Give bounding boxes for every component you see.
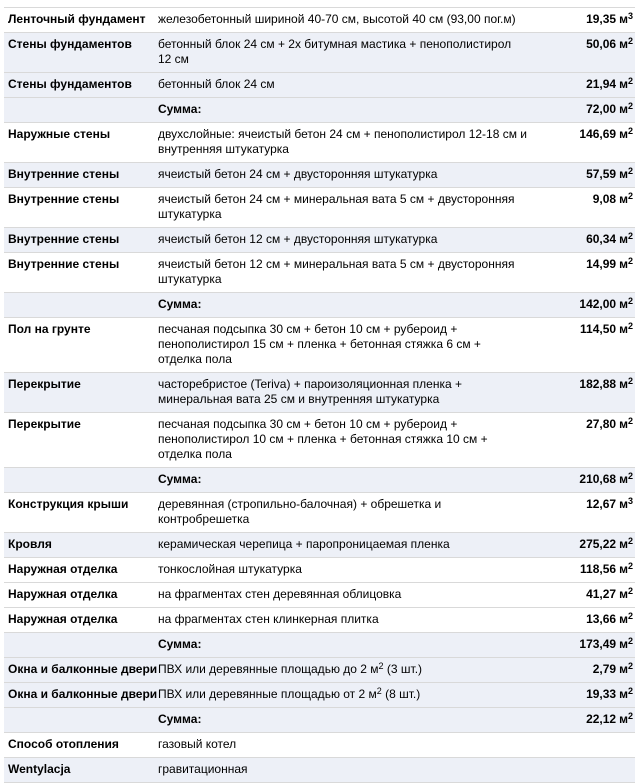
value-unit: м	[619, 37, 628, 51]
value-number: 14,99	[586, 257, 617, 271]
row-label: Ленточный фундамент	[8, 12, 146, 26]
value-unit-superscript: 2	[627, 536, 633, 546]
value-unit: м	[619, 662, 628, 676]
value-number: 41,27	[586, 587, 617, 601]
value-unit: м	[619, 377, 628, 391]
row-value	[561, 637, 633, 652]
row-label: Пол на грунте	[8, 322, 91, 336]
value-number: 19,35	[586, 12, 617, 26]
description-text: газовый котел	[158, 737, 237, 751]
value-number: 114,50	[580, 322, 617, 336]
value-unit: м	[619, 537, 628, 551]
value-unit: м	[619, 257, 628, 271]
description-text: Сумма:	[158, 102, 202, 116]
value-unit-superscript: 2	[627, 166, 633, 176]
value-number: 182,88	[579, 377, 617, 391]
value-unit: м	[619, 232, 628, 246]
value-unit-superscript: 2	[627, 611, 633, 621]
row-description	[158, 562, 561, 577]
value-unit: м	[619, 562, 628, 576]
description-text: ячеистый бетон 24 см + двусторонняя штукатурка	[158, 167, 438, 181]
table-row	[4, 557, 635, 582]
value-unit-superscript: 2	[627, 126, 633, 136]
value-unit: м	[619, 417, 628, 431]
description-text: бетонный блок 24 см	[158, 77, 275, 91]
row-description	[158, 662, 561, 677]
description-superscript: 2	[378, 661, 384, 671]
value-unit: м	[619, 587, 628, 601]
row-description	[158, 167, 561, 182]
row-description	[158, 77, 561, 92]
row-label: Окна и балконные двери	[8, 687, 158, 701]
table-row	[4, 757, 635, 782]
row-sum-label	[158, 472, 561, 487]
value-unit-superscript: 2	[627, 471, 633, 481]
row-description	[158, 687, 561, 702]
row-value	[561, 712, 633, 727]
value-number: 142,00	[579, 297, 617, 311]
table-row	[4, 292, 635, 317]
value-unit-superscript: 2	[627, 101, 633, 111]
row-label: Перекрытие	[8, 377, 81, 391]
row-value	[561, 612, 633, 627]
value-unit: м	[619, 612, 628, 626]
row-description	[158, 417, 561, 462]
row-value	[561, 562, 633, 577]
description-text: бетонный блок 24 см + 2х битумная мастика + пенополистирол 12 см	[158, 37, 512, 66]
table-row	[4, 317, 635, 372]
row-description	[158, 127, 561, 157]
description-text: часторебристое (Teriva) + пароизоляционная пленка + минеральная вата 25 см и внутренняя штукатурка	[158, 377, 462, 406]
row-description	[158, 587, 561, 602]
value-number: 21,94	[586, 77, 617, 91]
description-text: песчаная подсыпка 30 см + бетон 10 см + рубероид + пенополистирол 15 см + пленка + бетонная стяжка 6 см + отделка пола	[158, 322, 481, 366]
row-label: Конструкция крыши	[8, 497, 129, 511]
row-value	[561, 322, 633, 337]
table-row	[4, 7, 635, 32]
description-text-after: (3 шт.)	[383, 662, 423, 676]
value-unit: м	[619, 167, 628, 181]
value-number: 50,06	[586, 37, 617, 51]
row-description	[158, 762, 561, 777]
row-value	[561, 687, 633, 702]
value-unit: м	[619, 77, 628, 91]
value-number: 118,56	[580, 562, 617, 576]
row-value	[561, 37, 633, 52]
value-number: 9,08	[592, 192, 617, 206]
row-description	[158, 257, 561, 287]
value-number: 12,67	[586, 497, 617, 511]
row-sum-label	[158, 712, 561, 727]
description-text: на фрагментах стен клинкерная плитка	[158, 612, 379, 626]
value-unit: м	[619, 637, 628, 651]
description-text: железобетонный шириной 40-70 см, высотой 40 см (93,00 пог.м)	[158, 12, 516, 26]
value-number: 2,79	[592, 662, 617, 676]
row-description	[158, 12, 561, 27]
table-row	[4, 227, 635, 252]
description-text: на фрагментах стен деревянная облицовка	[158, 587, 402, 601]
description-text: гравитационная	[158, 762, 248, 776]
description-superscript: 2	[376, 686, 382, 696]
value-number: 210,68	[579, 472, 617, 486]
description-text: ячеистый бетон 12 см + минеральная вата 5 см + двусторонняя штукатурка	[158, 257, 515, 286]
value-unit: м	[619, 687, 628, 701]
row-label: Наружная отделка	[8, 562, 118, 576]
value-number: 22,12	[586, 712, 617, 726]
value-unit-superscript: 2	[627, 711, 633, 721]
value-unit-superscript: 2	[627, 321, 633, 331]
row-value	[561, 662, 633, 677]
description-text: Сумма:	[158, 712, 202, 726]
value-unit: м	[619, 127, 628, 141]
description-text: двухслойные: ячеистый бетон 24 см + пенополистирол 12-18 см и внутренняя штукатурка	[158, 127, 528, 156]
table-row	[4, 32, 635, 72]
row-value	[561, 417, 633, 432]
value-unit-superscript: 2	[627, 191, 633, 201]
value-unit-superscript: 2	[627, 376, 633, 386]
row-description	[158, 737, 561, 752]
value-unit: м	[619, 12, 628, 26]
description-text: Сумма:	[158, 472, 202, 486]
value-unit: м	[619, 192, 628, 206]
row-label: Окна и балконные двери	[8, 662, 158, 676]
table-row	[4, 467, 635, 492]
row-label: Кровля	[8, 537, 52, 551]
description-text: Сумма:	[158, 637, 202, 651]
description-text: ПВХ или деревянные площадью до 2 м	[158, 662, 379, 676]
value-unit-superscript: 2	[627, 256, 633, 266]
row-description	[158, 612, 561, 627]
value-unit-superscript: 3	[627, 11, 633, 21]
row-value	[561, 77, 633, 92]
value-number: 13,66	[586, 612, 617, 626]
value-unit: м	[619, 712, 628, 726]
table-row	[4, 632, 635, 657]
table-row	[4, 532, 635, 557]
table-row	[4, 412, 635, 467]
row-value	[561, 377, 633, 392]
value-unit: м	[619, 322, 628, 336]
row-value	[561, 192, 633, 207]
row-value	[561, 102, 633, 117]
description-text: Сумма:	[158, 297, 202, 311]
row-label: Наружная отделка	[8, 612, 118, 626]
table-row	[4, 582, 635, 607]
value-number: 275,22	[579, 537, 617, 551]
row-sum-label	[158, 297, 561, 312]
value-unit-superscript: 2	[627, 76, 633, 86]
value-unit: м	[619, 472, 628, 486]
value-unit-superscript: 2	[627, 416, 633, 426]
specs-table	[4, 7, 635, 783]
table-row	[4, 372, 635, 412]
row-description	[158, 497, 561, 527]
row-label: Наружная отделка	[8, 587, 118, 601]
description-text-after: (8 шт.)	[381, 687, 421, 701]
table-row	[4, 252, 635, 292]
row-value	[561, 472, 633, 487]
row-value	[561, 257, 633, 272]
row-sum-label	[158, 102, 561, 117]
row-description	[158, 37, 561, 67]
table-row	[4, 707, 635, 732]
value-number: 60,34	[586, 232, 617, 246]
row-value	[561, 232, 633, 247]
value-unit-superscript: 3	[627, 496, 633, 506]
table-row	[4, 657, 635, 682]
value-unit-superscript: 2	[627, 296, 633, 306]
value-number: 173,49	[579, 637, 617, 651]
table-row	[4, 607, 635, 632]
row-label: Внутренние стены	[8, 257, 120, 271]
row-description	[158, 537, 561, 552]
description-text: песчаная подсыпка 30 см + бетон 10 см + рубероид + пенополистирол 10 см + пленка + бетонная стяжка 10 см + отделка пола	[158, 417, 488, 461]
value-number: 72,00	[586, 102, 617, 116]
row-description	[158, 192, 561, 222]
table-row	[4, 732, 635, 757]
row-label: Wentylacja	[8, 762, 71, 776]
value-unit-superscript: 2	[627, 586, 633, 596]
value-number: 19,33	[586, 687, 617, 701]
row-value	[561, 12, 633, 27]
table-row	[4, 162, 635, 187]
value-unit: м	[619, 297, 628, 311]
table-row	[4, 682, 635, 707]
row-label: Внутренние стены	[8, 192, 120, 206]
table-row	[4, 72, 635, 97]
row-label: Внутренние стены	[8, 232, 120, 246]
value-unit-superscript: 2	[627, 686, 633, 696]
value-number: 27,80	[586, 417, 617, 431]
row-description	[158, 232, 561, 247]
table-row	[4, 122, 635, 162]
value-unit: м	[619, 102, 628, 116]
table-row	[4, 187, 635, 227]
row-label: Стены фундаментов	[8, 37, 132, 51]
row-label: Способ отопления	[8, 737, 119, 751]
value-unit-superscript: 2	[627, 36, 633, 46]
row-label: Наружные стены	[8, 127, 111, 141]
row-description	[158, 322, 561, 367]
row-value	[561, 167, 633, 182]
description-text: ячеистый бетон 12 см + двусторонняя штукатурка	[158, 232, 438, 246]
description-text: ячеистый бетон 24 см + минеральная вата 5 см + двусторонняя штукатурка	[158, 192, 515, 221]
row-value	[561, 497, 633, 512]
value-number: 57,59	[586, 167, 617, 181]
row-label: Стены фундаментов	[8, 77, 132, 91]
value-unit-superscript: 2	[627, 661, 633, 671]
row-label: Внутренние стены	[8, 167, 120, 181]
row-sum-label	[158, 637, 561, 652]
description-text: керамическая черепица + паропроницаемая пленка	[158, 537, 450, 551]
value-number: 146,69	[579, 127, 617, 141]
table-row	[4, 97, 635, 122]
row-description	[158, 377, 561, 407]
row-label: Перекрытие	[8, 417, 81, 431]
description-text: деревянная (стропильно-балочная) + обрешетка и контробрешетка	[158, 497, 442, 526]
description-text: ПВХ или деревянные площадью от 2 м	[158, 687, 377, 701]
value-unit: м	[619, 497, 628, 511]
row-value	[561, 297, 633, 312]
description-text: тонкослойная штукатурка	[158, 562, 302, 576]
row-value	[561, 537, 633, 552]
row-value	[561, 587, 633, 602]
value-unit-superscript: 2	[627, 231, 633, 241]
value-unit-superscript: 2	[627, 561, 633, 571]
table-row	[4, 492, 635, 532]
value-unit-superscript: 2	[627, 636, 633, 646]
row-value	[561, 127, 633, 142]
